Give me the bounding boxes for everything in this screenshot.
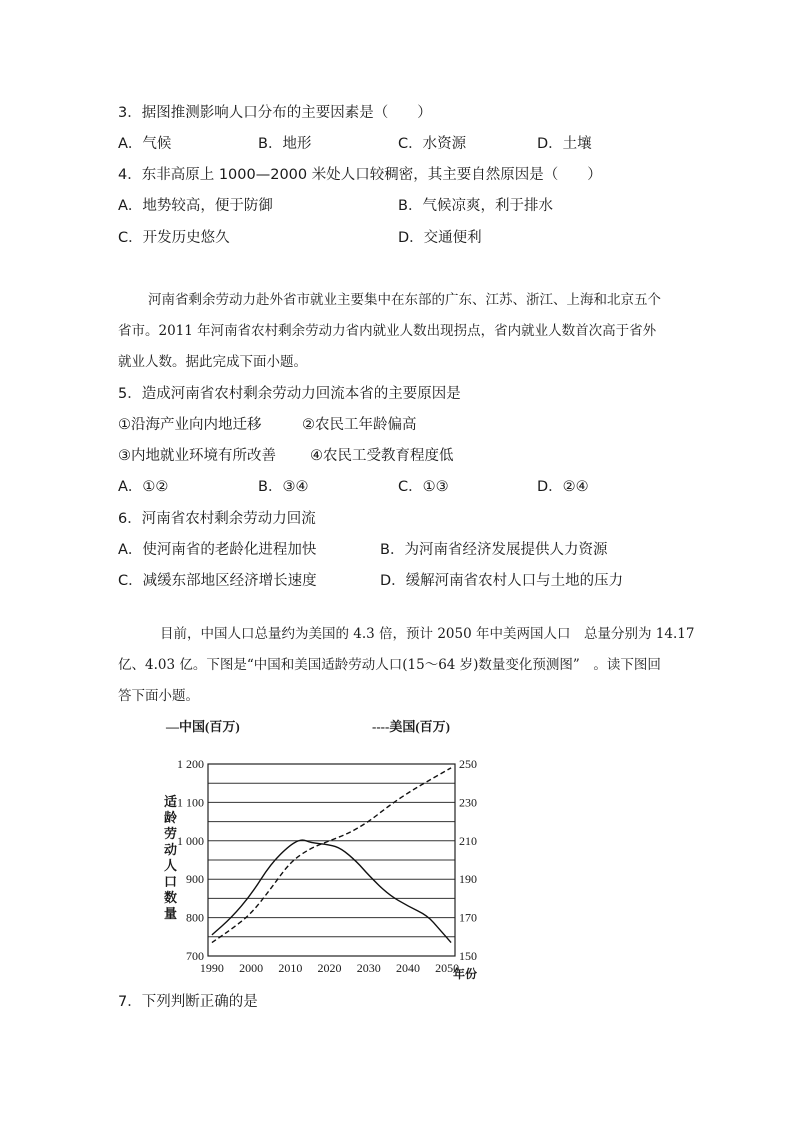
y-right-tick-label: 230: [459, 795, 477, 810]
q5-item-4: ④农民工受教育程度低: [310, 448, 454, 464]
y-left-tick-label: 1 100: [177, 795, 204, 810]
chart-grid: [208, 764, 455, 956]
legend-usa: ----美国(百万): [372, 719, 450, 734]
y-right-tick-label: 210: [459, 833, 477, 848]
x-tick-label: 2010: [278, 961, 303, 975]
passage1-line-1: 河南省剩余劳动力赴外省市就业主要集中在东部的广东、江苏、浙江、上海和北京五个: [148, 292, 661, 308]
passage2-line-3: 答下面小题。: [118, 688, 199, 704]
x-tick-label: 2030: [356, 961, 381, 975]
chart-series: [212, 768, 451, 943]
q7-stem: 7．下列判断正确的是: [118, 994, 258, 1010]
x-tick-label: 1990: [199, 961, 224, 975]
y-right-tick-label: 150: [459, 949, 477, 963]
q4-stem: 4．东非高原上 1000—2000 米处人口较稠密，其主要自然原因是（ ）: [118, 167, 602, 183]
q3-stem: 3．据图推测影响人口分布的主要因素是（ ）: [118, 105, 432, 121]
labor-population-chart: [150, 712, 490, 988]
y-left-tick-label: 800: [186, 910, 204, 925]
y-left-tick-label: 1 200: [177, 757, 204, 771]
q5-option-d: D．②④: [537, 479, 589, 495]
q5-item-1: ①沿海产业向内地迁移: [118, 417, 262, 433]
q4-option-d: D．交通便利: [398, 230, 482, 246]
x-axis-label: 年份: [453, 967, 478, 981]
passage2-line-1: 目前，中国人口总量约为美国的 4.3 倍，预计 2050 年中美两国人口 总量分别为 14.17: [160, 626, 695, 642]
y-left-tick-label: 1 000: [177, 833, 204, 848]
q6-option-c: C．减缓东部地区经济增长速度: [118, 573, 317, 589]
y-right-tick-label: 250: [459, 757, 477, 771]
y-left-tick-label: 900: [186, 872, 204, 887]
passage1-line-2: 省市。2011 年河南省农村剩余劳动力省内就业人数出现拐点，省内就业人数首次高于省外: [118, 323, 657, 339]
q5-option-b: B．③④: [258, 479, 309, 495]
china-series-line: [212, 840, 451, 943]
q5-item-2: ②农民工年龄偏高: [302, 417, 417, 433]
x-tick-label: 2000: [239, 961, 264, 975]
y-right-tick-label: 170: [459, 910, 477, 925]
q6-option-d: D．缓解河南省农村人口与土地的压力: [380, 573, 624, 589]
y-left-tick-label: 700: [186, 949, 204, 963]
q6-option-a: A．使河南省的老龄化进程加快: [118, 542, 317, 558]
passage1-line-3: 就业人数。据此完成下面小题。: [118, 354, 307, 370]
q3-option-b: B．地形: [258, 136, 312, 152]
legend-china: —中国(百万): [166, 719, 240, 734]
q3-option-a: A．气候: [118, 136, 172, 152]
x-tick-label: 2050: [435, 961, 460, 975]
usa-series-line: [212, 768, 451, 943]
q5-option-a: A．①②: [118, 479, 169, 495]
q5-stem: 5．造成河南省农村剩余劳动力回流本省的主要原因是: [118, 386, 461, 402]
y-axis-label: 适龄劳动人口数量: [164, 794, 178, 921]
q3-option-c: C．水资源: [398, 136, 467, 152]
q6-stem: 6．河南省农村剩余劳动力回流: [118, 511, 316, 527]
q4-option-c: C．开发历史悠久: [118, 230, 230, 246]
q3-option-d: D．土壤: [537, 136, 592, 152]
y-right-tick-label: 190: [459, 872, 477, 887]
x-tick-label: 2040: [395, 961, 420, 975]
q4-option-a: A．地势较高，便于防御: [118, 198, 273, 214]
chart-ticks: [177, 757, 477, 975]
q5-option-c: C．①③: [398, 479, 449, 495]
q6-option-b: B．为河南省经济发展提供人力资源: [380, 542, 608, 558]
q4-option-b: B．气候凉爽，利于排水: [398, 198, 553, 214]
x-tick-label: 2020: [317, 961, 342, 975]
passage2-line-2: 亿、4.03 亿。下图是“中国和美国适龄劳动人口(15～64 岁)数量变化预测图” 。读下图回: [118, 657, 661, 673]
q5-item-3: ③内地就业环境有所改善: [118, 448, 276, 464]
